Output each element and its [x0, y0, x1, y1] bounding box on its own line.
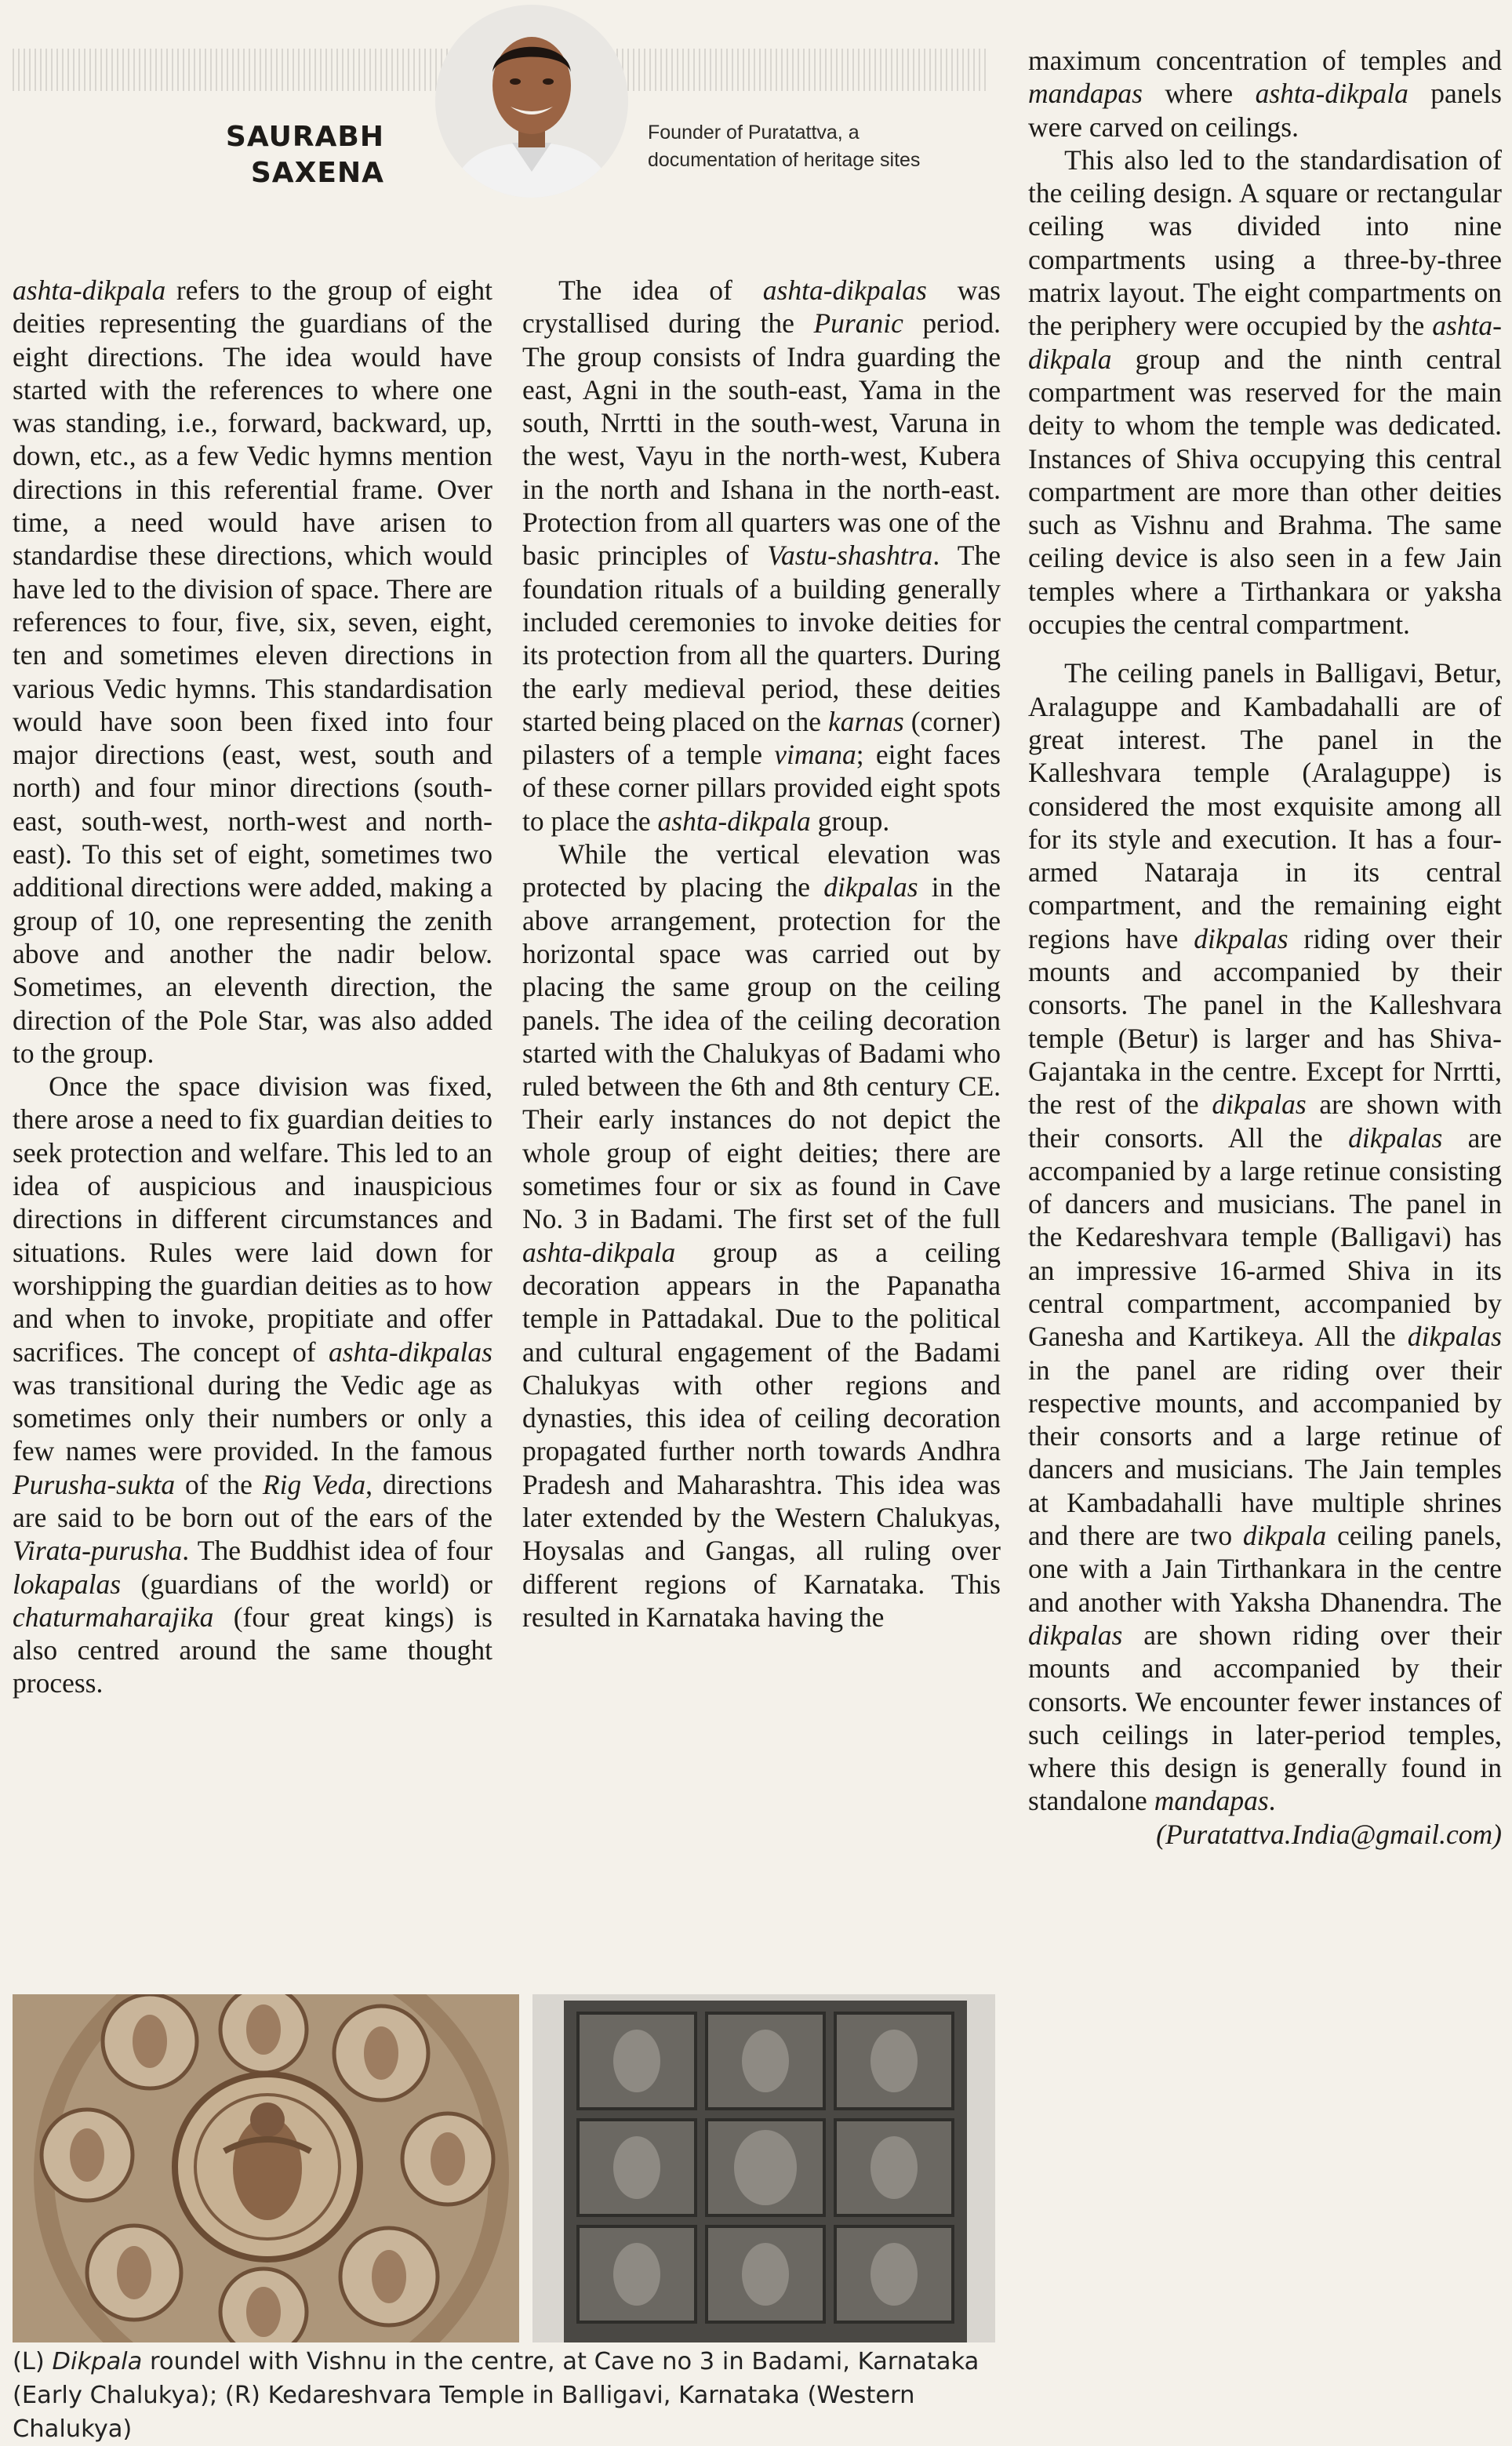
text: .	[1268, 1785, 1276, 1817]
text: The idea of	[558, 274, 763, 306]
text: panels were carved on ceilings.	[1028, 78, 1502, 143]
term: ashta-dikpala	[1028, 310, 1502, 375]
photo-caption	[13, 2345, 1001, 2446]
term: Virata-purusha	[13, 1535, 183, 1567]
text: was transitional during the Vedic age as sometimes only their numbers or only a few names were provided. In the famous	[13, 1368, 492, 1467]
term: ashta-dikpalas	[762, 274, 927, 306]
col3-paragraph-continued	[1028, 44, 1502, 144]
term: ashta-dikpala	[1255, 78, 1408, 110]
term: dikpalas	[1194, 922, 1288, 954]
author-email-signature: (Puratattva.India@gmail.com)	[1156, 1818, 1502, 1850]
col3-paragraph-2	[1028, 656, 1502, 1817]
term: dikpalas	[1212, 1089, 1307, 1121]
article-column-1	[13, 274, 492, 1700]
text: riding over their mounts and accompanied by their consorts. The panel in the Kalleshvara temple (Betur) is larger and has Shiva-Gajantaka in the centre. Except for Nrrtti, the rest of the	[1028, 922, 1502, 1121]
text: are shown with their consorts. All the	[1028, 1089, 1502, 1154]
text: in the panel are riding over their respective mounts, and accompanied by their consorts and a large retinue of dancers and musicians. The Jain temples at Kambadahalli have multiple shrines and there are two	[1028, 1354, 1502, 1552]
col2-paragraph-1	[522, 274, 1001, 838]
term: Dikpala	[52, 2348, 143, 2375]
text: This also led to the standardisation of the ceiling design. A square or rectangular ceiling was divided into nine compartments using a three-by-three matrix layout. The eight compartments on the periphery were occupied by the	[1028, 144, 1502, 342]
term: karnas	[828, 705, 904, 737]
text: The ceiling panels in Balligavi, Betur, Aralaguppe and Kambadahalli are of great interest. The panel in the Kalleshvara temple (Aralaguppe) is considered the most exquisite among all for its style and execution. It has a four-armed Nataraja in its central compartment, and the remaining eight regions have	[1028, 657, 1502, 954]
text: was crystallised during the	[522, 274, 1001, 340]
term: mandapas	[1154, 1785, 1269, 1817]
term: dikpalas	[1028, 1619, 1123, 1651]
text: are shown riding over their mounts and accompanied by their consorts. We encounter fewer instances of such ceilings in later-period temples, where this design is generally found in standalone	[1028, 1619, 1502, 1817]
author-name	[196, 119, 389, 191]
text: are accompanied by a large retinue consisting of dancers and musicians. The panel in the Kedareshvara temple (Balligavi) has an impressive 16-armed Shiva in its central compartment, accompanied by Ganesha and Kartikeya. All the	[1028, 1121, 1502, 1353]
text: . The foundation rituals of a building generally included ceremonies to invoke deities for its protection from all the quarters. During the early medieval period, these deities started being placed on the	[522, 540, 1001, 737]
term: Puranic	[813, 307, 903, 340]
text: group and the ninth central compartment was reserved for the main deity to whom the temple was dedicated. Instances of Shiva occupying this central compartment are more than other deities such as Vishnu and Brahma. The same ceiling device is also seen in a few Jain temples where a Tirthankara or yaksha occupies the central compartment.	[1028, 343, 1502, 641]
article-column-3	[1028, 44, 1502, 1851]
term: Vastu-shashtra	[767, 540, 933, 572]
author-headshot	[434, 3, 630, 199]
col1-paragraph-2	[13, 1070, 492, 1700]
term: dikpala	[1242, 1520, 1327, 1552]
text: where	[1142, 78, 1256, 110]
text: refers to the group of eight deities representing the guardians of the eight directions. The idea would have started with the references to where one was standing, i.e., forward, backward, up, down, etc., as a few Vedic hymns mention directions in this referential frame. Over time, a need would have arisen to standardise these directions, which would have led to the division of space. There are references to four, five, six, seven, eight, ten and sometimes eleven directions in various Vedic hymns. This standardisation would have soon been fixed into four major directions (east, west, south and north) and four minor directions (south-east, south-west, north-west and north-east). To this set of eight, sometimes two additional directions were added, making a group of 10, one representing the zenith above and another the nadir below. Sometimes, an eleventh direction, the direction of the Pole Star, was also added to the group.	[13, 274, 492, 1069]
col2-paragraph-2	[522, 838, 1001, 1634]
text: (corner) pilasters of a temple	[522, 705, 1001, 771]
term: mandapas	[1028, 78, 1143, 110]
term: dikpalas	[1348, 1121, 1443, 1154]
term: dikpalas	[823, 871, 918, 903]
col3-paragraph-1	[1028, 144, 1502, 641]
author-first-name: SAURABH	[225, 121, 384, 153]
term: ashta-dikpalas	[328, 1336, 492, 1368]
text: maximum concentration of temples and	[1028, 45, 1502, 76]
term: chaturmaharajika	[13, 1601, 214, 1633]
text: (guardians of the world) or	[121, 1568, 492, 1600]
term: dikpalas	[1407, 1321, 1502, 1353]
term: ashta-dikpala	[522, 1236, 676, 1268]
author-desc-line-1: Founder of Puratattva, a	[648, 122, 860, 144]
text: (L)	[13, 2348, 53, 2375]
term: lokapalas	[13, 1568, 122, 1600]
article-column-2	[522, 274, 1001, 1634]
photo-dikpala-roundel	[13, 1994, 519, 2342]
term: ashta-dikpala	[657, 805, 811, 837]
photo-kedareshvara-ceiling	[532, 1994, 995, 2342]
author-desc-line-2: documentation of heritage sites	[648, 149, 921, 171]
caption-line-1	[13, 2345, 1001, 2379]
text: ; eight faces of these corner pillars provided eight spots to place the	[522, 739, 1001, 837]
text: ceiling panels, one with a Jain Tirthankara in the centre and another with Yaksha Dhanendra. The	[1028, 1520, 1502, 1618]
text: Once the space division was fixed, there arose a need to fix guardian deities to seek protection and welfare. This led to an idea of auspicious and inauspicious directions in different circumstances and situations. Rules were laid down for worshipping the guardian deities as to how and when to invoke, propitiate and offer sacrifices. The concept of	[13, 1070, 492, 1368]
term: Rig Veda	[262, 1468, 366, 1500]
text: in the above arrangement, protection for the horizontal space was carried out by placing the same group on the ceiling panels. The idea of the ceiling decoration started with the Chalukyas of Badami who ruled between the 6th and 8th century CE. Their early instances do not depict the whole group of eight deities; there are sometimes four or six as found in Cave No. 3 in Badami. The first set of the full	[522, 871, 1001, 1235]
author-last-name: SAXENA	[250, 157, 384, 189]
author-description	[648, 119, 946, 174]
text: group as a ceiling decoration appears in the Papanatha temple in Pattadakal. Due to the political and cultural engagement of the Badami Chalukyas with other regions and dynasties, this idea of ceiling decoration propagated further north towards Andhra Pradesh and Maharashtra. This idea was later extended by the Western Chalukyas, Hoysalas and Gangas, all ruling over different regions of Karnataka. This resulted in Karnataka having the	[522, 1236, 1001, 1633]
text: . The Buddhist idea of four	[182, 1535, 492, 1567]
text: group.	[810, 805, 890, 837]
text: period. The group consists of Indra guarding the east, Agni in the south-east, Yama in the south, Nrrtti in the south-west, Varuna in the west, Vayu in the north-west, Kubera in the north and Ishana in the north-east. Protection from all quarters was one of the basic principles of	[522, 307, 1001, 572]
text: of the	[175, 1468, 263, 1500]
term: Purusha-sukta	[13, 1468, 176, 1500]
term-ashta-dikpala: ashta-dikpala	[13, 274, 166, 306]
text: roundel with Vishnu in the centre, at Cave no 3 in Badami, Karnataka	[142, 2348, 980, 2375]
text: , directions are said to be born out of the ears of the	[13, 1468, 492, 1533]
caption-line-2: (Early Chalukya); (R) Kedareshvara Temple in Balligavi, Karnataka (Western Chalukya)	[13, 2382, 915, 2443]
text: While the vertical elevation was protected by placing the	[522, 838, 1001, 903]
text: (four great kings) is also centred around the same thought process.	[13, 1601, 492, 1699]
term: vimana	[774, 739, 856, 771]
col1-paragraph-1	[13, 274, 492, 1070]
